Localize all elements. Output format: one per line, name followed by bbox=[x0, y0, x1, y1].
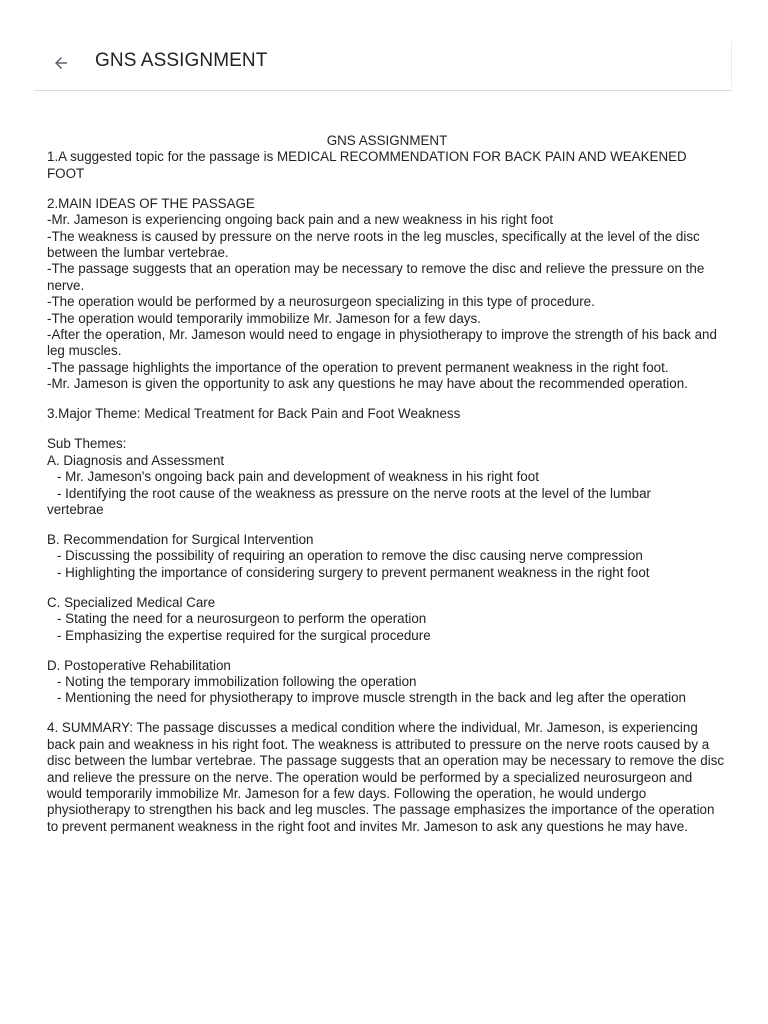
app-bar bbox=[34, 34, 732, 91]
sub-theme-point: - Noting the temporary immobilization following the operation bbox=[57, 673, 417, 689]
sub-theme-title: B. Recommendation for Surgical Intervention bbox=[47, 531, 314, 547]
back-button[interactable] bbox=[48, 50, 74, 76]
sub-themes-heading: Sub Themes: bbox=[47, 436, 127, 452]
document-body bbox=[47, 133, 727, 835]
sub-theme-title: C. Specialized Medical Care bbox=[47, 594, 216, 610]
divider bbox=[731, 42, 732, 86]
sub-theme-point: - Identifying the root cause of the weakness as pressure on the nerve roots at the level of the lumbar bbox=[57, 485, 651, 501]
main-idea-item: -The passage highlights the importance of the operation to prevent permanent weakness in the right foot. bbox=[47, 359, 669, 375]
main-idea-item: -After the operation, Mr. Jameson would need to engage in physiotherapy to improve the strength of his back and leg muscles. bbox=[47, 327, 717, 359]
main-ideas-heading: 2.MAIN IDEAS OF THE PASSAGE bbox=[47, 195, 255, 211]
main-idea-item: -The operation would be performed by a neurosurgeon specializing in this type of procedure. bbox=[47, 294, 595, 310]
major-theme: 3.Major Theme: Medical Treatment for Back Pain and Foot Weakness bbox=[47, 406, 461, 422]
main-idea-item: -Mr. Jameson is experiencing ongoing back pain and a new weakness in his right foot bbox=[47, 212, 554, 228]
main-idea-item: -Mr. Jameson is given the opportunity to ask any questions he may have about the recommended operation. bbox=[47, 376, 688, 392]
sub-theme-point: - Highlighting the importance of considering surgery to prevent permanent weakness in the right foot bbox=[57, 564, 650, 580]
sub-theme-title: A. Diagnosis and Assessment bbox=[47, 452, 225, 468]
document-heading: GNS ASSIGNMENT bbox=[326, 133, 448, 148]
main-idea-item: -The weakness is caused by pressure on the nerve roots in the leg muscles, specifically at the level of the disc between the lumbar vertebrae. bbox=[47, 228, 700, 261]
sub-theme-continuation: vertebrae bbox=[47, 501, 104, 517]
main-idea-item: -The operation would temporarily immobilize Mr. Jameson for a few days. bbox=[47, 310, 481, 326]
topic-line: 1.A suggested topic for the passage is MEDICAL RECOMMENDATION FOR BACK PAIN AND WEAKENED FOOT bbox=[47, 149, 687, 181]
arrow-left-icon bbox=[52, 54, 70, 72]
sub-theme-point: - Emphasizing the expertise required for the surgical procedure bbox=[57, 627, 431, 643]
sub-theme-point: - Discussing the possibility of requiring an operation to remove the disc causing nerve compression bbox=[57, 548, 643, 564]
sub-theme-point: - Stating the need for a neurosurgeon to perform the operation bbox=[57, 611, 427, 627]
main-idea-item: -The passage suggests that an operation may be necessary to remove the disc and relieve the pressure on the nerve. bbox=[47, 261, 705, 293]
sub-theme-title: D. Postoperative Rehabilitation bbox=[47, 657, 231, 673]
summary-paragraph: 4. SUMMARY: The passage discusses a medical condition where the individual, Mr. Jameson, is experiencing back pain and weakness in his right foot. The weakness is attributed to pressure on the nerve roots caused by a disc between the lumbar vertebrae. The passage suggests that an operation may be necessary to remove the disc and relieve the pressure on the nerve. The operation would be performed by a specialized neurosurgeon and would temporarily immobilize Mr. Jameson for a few days. Following the operation, he would undergo physiotherapy to strengthen his back and leg muscles. The passage emphasizes the importance of the operation to prevent permanent weakness in the right foot and invites Mr. Jameson to ask any questions he may have. bbox=[47, 720, 725, 834]
sub-theme-point: - Mr. Jameson's ongoing back pain and development of weakness in his right foot bbox=[57, 469, 539, 485]
page-title: GNS ASSIGNMENT bbox=[95, 50, 268, 71]
sub-theme-point: - Mentioning the need for physiotherapy to improve muscle strength in the back and leg after the operation bbox=[57, 690, 686, 706]
